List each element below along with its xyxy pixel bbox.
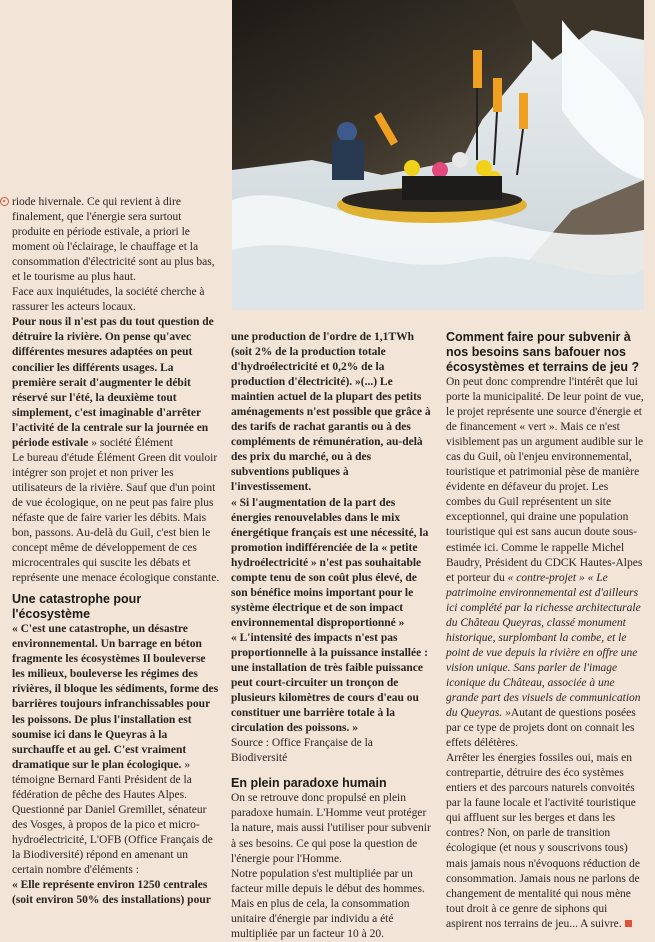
column-2 xyxy=(231,330,431,942)
column-1 xyxy=(12,195,220,908)
continue-bullet-icon xyxy=(0,197,9,206)
col2-p3: « L'intensité des impacts n'est pas proportionnelle à la puissance installée : une installation de très faible puissance peut court-circuiter un tronçon de plusieurs kilomètres de cours d'eau ou constituer une barrière totale à la circulation des poissons. » xyxy=(231,631,428,735)
col1-p5: « C'est une catastrophe, un désastre environnemental. Un barrage en béton fragmente les écosystèmes Il bouleverse les milieux, bouleverse les régimes des rivières, il bloque les sédiments, forme des barrières toujours infranchissables pour les poissons. De plus l'installation est soumise ici dans le Queyras à la surchauffe et au gel. C'est vraiment dramatique sur le plan écologique. » témoigne Bernard Fanti Président de la fédération de pêche des Hautes Alpes. xyxy=(12,623,219,801)
col1-p4: Le bureau d'étude Élément Green dit vouloir intégrer son projet et non priver les utilisateurs de la rivière. Sauf que d'un point de vue écologique, on ne peut pas faire plus néfaste que de faire varier les débits. Mais bon, passons. Au-delà du Guil, c'est bien le concept même de développement de ces microcentrales qui suscite les débats et représente une menace écologique constante. xyxy=(12,451,220,585)
column-3 xyxy=(446,330,646,932)
col1-p6: Questionné par Daniel Gremillet, sénateur des Vosges, à propos de la pico et micro-hydroélectricité, L'OFB (Office Français de la Biodiversité) répond en amenant un certain nombre d'éléments : xyxy=(12,803,213,876)
col2-p1: une production de l'ordre de 1,1TWh (soit 2% de la production totale d'hydroélectricité et 0,2% de la production d'électricité). »(...) Le maintien actuel de la plupart des petits aménagements n'est possible que grâce à des tarifs de rachat garantis ou à des compléments de rémunération, au-delà des prix du marché, ou à des subventions publiques à l'investissement. xyxy=(231,331,431,494)
col1-p7: « Elle représente environ 1250 centrales (soit environ 50% des installations) pour xyxy=(12,879,211,907)
col2-p2: « Si l'augmentation de la part des énergies renouvelables dans le mix énergétique français est une nécessité, la promotion indifférenciée de la « petite hydroélectricité » n'est pas souhaitable compte tenu de son coût plus élevé, de son bénéfice moins important pour le système électrique et de son impact environnemental disproportionné » xyxy=(231,496,429,629)
col3-p2: Arrêter les énergies fossiles oui, mais en contrepartie, détruire des éco systèmes entiers et des parcours naturels convoités par la faune locale et l'activité touristique qui affluent sur les berges et dans les contres? Non, on parle de transition écologique (et nous y souscrivons tous) mais jamais nous n'évoquons réduction de consommation. Jamais nous ne parlons de changement de mentalité qui nous mène tout droit à ce genre de siphons qui aspirent nos terrains de jeu... A suivre. xyxy=(446,752,641,930)
col2-source: Source : Office Française de la Biodiversité xyxy=(231,737,373,765)
col1-p2: Face aux inquiétudes, la société cherche à rassurer les acteurs locaux. xyxy=(12,286,205,314)
heading-catastrophe: Une catastrophe pour l'écosystème xyxy=(12,592,142,622)
col3-p1: On peut donc comprendre l'intérêt que lui porte la municipalité. De leur point de vue, le projet représente une source d'énergie et de financement « vert ». Mais ce n'est visiblement pas un argument audible sur le cas du Guil, où l'enjeu environnemental, touristique et patrimonial pèse de manière évidente en défaveur du projet. Les combes du Guil représentent un site exceptionnel, qui draine une population touristique qui est sans aucun doute sous-estimée ici. Comme le rappelle Michel Baudry, Président du CDCK Hautes-Alpes et porteur du « contre-projet » « Le patrimoine environnemental est d'ailleurs ici complété par la richesse architecturale du Château Queyras, classé monument historique, surplombant la combe, et le point de vue depuis la rivière en offre une vision unique. Sans parler de l'image iconique du Château, associée à une grande part des visuels de communication du Queyras. »Autant de questions posées par ce type de projets dont on connait les effets délétères. xyxy=(446,376,644,750)
col2-p4: On se retrouve donc propulsé en plein paradoxe humain. L'Homme veut protéger la nature, mais aussi l'utiliser pour subvenir à ses besoins. Ce qui pose la question de l'énergie pour l'Homme. xyxy=(231,792,431,865)
heading-comment-faire: Comment faire pour subvenir à nos besoins sans bafouer nos écosystèmes et terrains de jeu ? xyxy=(446,330,640,374)
col1-p1: riode hivernale. Ce qui revient à dire finalement, que l'énergie sera surtout produite en période estivale, a priori le moment où l'éclairage, le chauffage et la consommation d'électricité sont au plus bas, et le tourisme au plus haut. xyxy=(12,195,220,285)
end-square-icon xyxy=(625,920,632,927)
heading-paradoxe: En plein paradoxe humain xyxy=(231,776,387,791)
rafting-photo xyxy=(232,0,644,310)
col2-p5: Notre population s'est multipliée par un facteur mille depuis le début des hommes. Mais en plus de cela, la consommation unitaire d'énergie par individu a été multipliée par un facteur 10 à 20. xyxy=(231,867,425,940)
col1-p3: Pour nous il n'est pas du tout question de détruire la rivière. On pense qu'avec différentes mesures adaptées on peut concilier les différents usages. La première serait d'augmenter le débit réservé sur l'été, la deuxième tout simplement, c'est imaginable d'arrêter l'activité de la centrale sur la journée en période estivale » société Élément xyxy=(12,316,214,449)
